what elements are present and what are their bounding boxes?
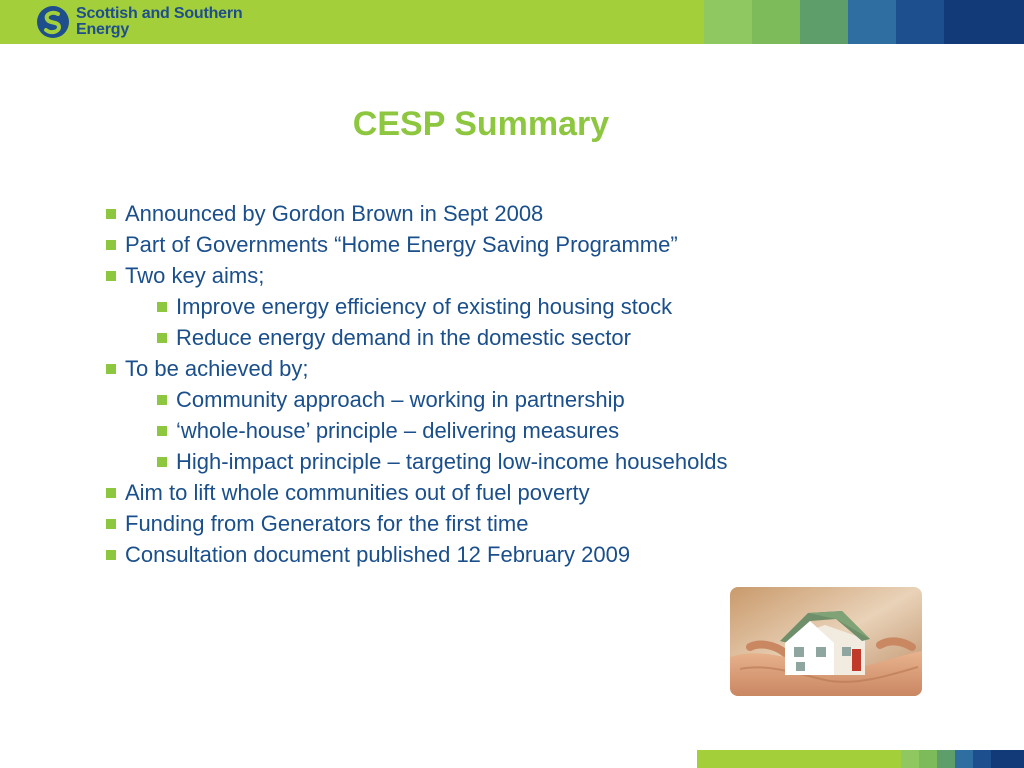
header-block: [752, 0, 800, 44]
bullet-item: [106, 229, 906, 260]
header-block: [896, 0, 944, 44]
bullet-text: Community approach – working in partnership: [176, 387, 625, 412]
bullet-square-icon: [106, 488, 116, 498]
header-block: [944, 0, 1024, 44]
bullet-text: Announced by Gordon Brown in Sept 2008: [125, 201, 544, 226]
sub-bullet-item: [157, 446, 906, 477]
bullet-item: [106, 477, 906, 508]
bullet-text: Part of Governments “Home Energy Saving Programme”: [125, 232, 678, 257]
bullet-item: [106, 260, 906, 291]
slide-title: CESP Summary: [352, 105, 610, 143]
bullet-list: [106, 198, 906, 570]
bullet-text: To be achieved by;: [125, 356, 309, 381]
bullet-square-icon: [157, 457, 167, 467]
bullet-text: ‘whole-house’ principle – delivering measures: [176, 418, 620, 443]
footer-block: [973, 750, 991, 768]
sub-bullet-item: [157, 291, 906, 322]
sub-bullet-item: [157, 322, 906, 353]
footer-block: [991, 750, 1024, 768]
bullet-item: [106, 353, 906, 384]
bullet-square-icon: [157, 395, 167, 405]
bullet-square-icon: [106, 271, 116, 281]
company-logo: [36, 3, 242, 41]
footer-block: [937, 750, 955, 768]
sub-bullet-item: [157, 415, 906, 446]
house-in-hands-photo: [730, 587, 922, 696]
bullet-text: Reduce energy demand in the domestic sector: [176, 325, 631, 350]
bullet-text: Funding from Generators for the first time: [125, 511, 529, 536]
bullet-square-icon: [106, 209, 116, 219]
bullet-square-icon: [157, 426, 167, 436]
logo-line-1: Scottish and Southern: [76, 5, 243, 22]
footer-bar: [697, 750, 1024, 768]
bullet-text: Improve energy efficiency of existing housing stock: [176, 294, 673, 319]
logo-line-2: Energy: [76, 21, 130, 38]
header-color-blocks: [704, 0, 1024, 44]
bullet-item: [106, 508, 906, 539]
header-bar: [0, 0, 1024, 44]
logo-wordmark: [76, 6, 242, 38]
bullet-text: Aim to lift whole communities out of fuel poverty: [125, 480, 590, 505]
bullet-square-icon: [106, 519, 116, 529]
bullet-square-icon: [157, 302, 167, 312]
header-block: [800, 0, 848, 44]
footer-block: [901, 750, 919, 768]
bullet-item: [106, 539, 906, 570]
footer-block: [697, 750, 901, 768]
footer-block: [919, 750, 937, 768]
bullet-text: High-impact principle – targeting low-income households: [176, 449, 728, 474]
footer-block: [955, 750, 973, 768]
bullet-text: Two key aims;: [125, 263, 265, 288]
sse-logo-icon: [36, 5, 70, 39]
sub-bullet-item: [157, 384, 906, 415]
bullet-square-icon: [106, 364, 116, 374]
bullet-text: Consultation document published 12 February 2009: [125, 542, 631, 567]
header-block: [704, 0, 752, 44]
house-in-hands-image: [730, 587, 922, 696]
header-block: [848, 0, 896, 44]
bullet-item: [106, 198, 906, 229]
bullet-square-icon: [106, 550, 116, 560]
bullet-square-icon: [157, 333, 167, 343]
bullet-square-icon: [106, 240, 116, 250]
